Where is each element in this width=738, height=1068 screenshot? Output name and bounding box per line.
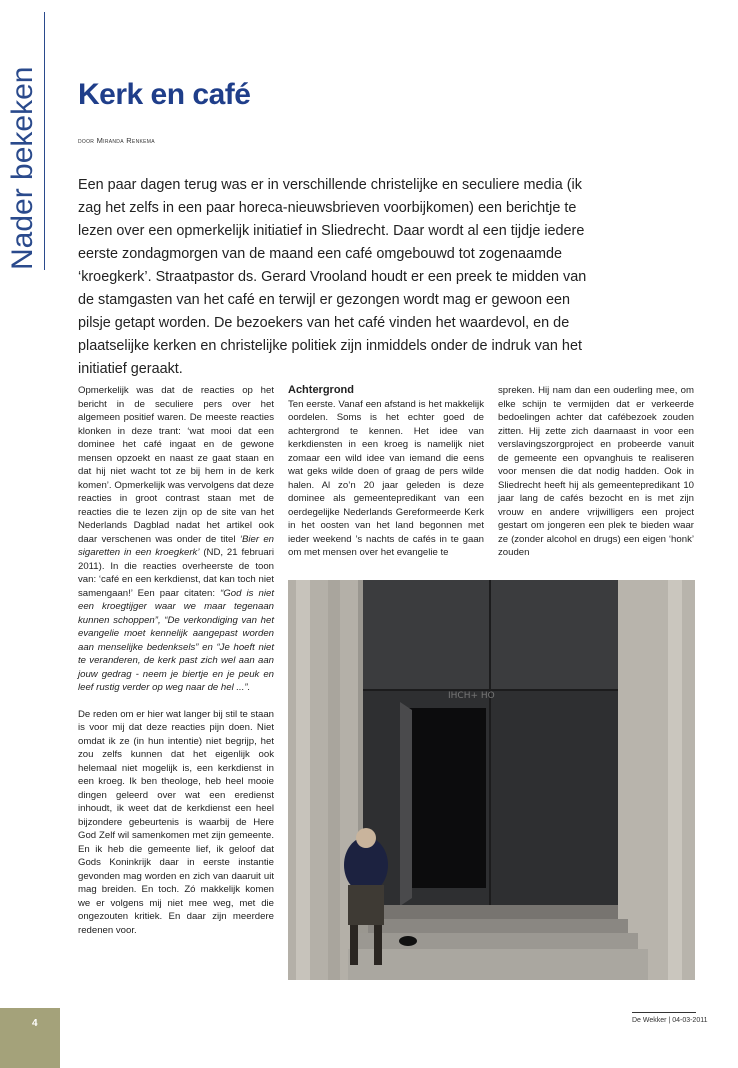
section-label: Nader bekeken [6, 66, 39, 270]
subheading: Achtergrond [288, 384, 354, 396]
column-3 [498, 384, 694, 573]
page-number: 4 [32, 1018, 38, 1029]
church-door-photo [288, 580, 695, 980]
footer-issue: De Wekker | 04-03-2011 [632, 1017, 708, 1024]
svg-text:IHCH+ HO: IHCH+ HO [448, 691, 495, 701]
footer-rule [632, 1012, 696, 1013]
section-rule [44, 12, 45, 270]
paragraph: Opmerkelijk was dat de reacties op het bericht in de seculiere pers over het algemeen positief waren. De meeste reacties klonken in deze trant: ‘wat mooi dat een dominee het café ingaat en de gewone mensen opzoekt en naast ze gaat staan en dat hij niet wacht tot ze bij hem in de kerk komen’. Opmerkelijk was vervolgens dat deze reacties in groot contrast staan met de reacties die te lezen zijn op de site van het Nederlands Dagblad nadat het artikel ook daar verschenen was onder de titel ‘Bier en sigaretten in een kroegkerk’ (ND, 21 februari 2011). In die reacties overheerste de toon van: ‘café en een kerkdienst, dat kan toch niet samengaan!’ Een paar citaten: “God is niet een kroegtijger waar we maar tegenaan kunnen schoppen”, “De verkondiging van het evangelie moet kennelijk aangepast worden aan menselijke bedenksels” en “Je hoeft niet te veranderen, de kerk past zich wel aan aan jouw gedrag - neem je biertje en je peuk en leef rustig verder op weg naar de hel ...”. [78, 385, 274, 693]
column-1 [78, 384, 274, 950]
paragraph: spreken. Hij nam dan een ouderling mee, om elke schijn te vermijden dat er verkeerde bedoelingen achter dat cafébezoek zouden zitten. Hij zette zich daarnaast in voor een verslavingszorgproject en probeerde vanuit de gemeente een opvanghuis te realiseren voor mensen die dat nodig hadden. Ook in Sliedrecht heeft hij als gemeentepredikant 10 jaar lang de cafés bezocht en is met zijn vrouw en andere vrijwilligers een project gestart om jongeren een plek te bieden waar ze (zonder alcohol en drugs) een eigen ‘honk’ zouden [498, 385, 694, 558]
article-title: Kerk en café [78, 78, 251, 111]
intro-paragraph: Een paar dagen terug was er in verschillende christelijke en seculiere media (ik zag het zelfs in een paar horeca-nieuwsbrieven voorbijkomen) een berichtje te lezen over een opmerkelijk initiatief in Sliedrecht. Daar wordt al een tijdje iedere eerste zondagmorgen van de maand een café omgebouwd tot zogenaamde ‘kroegkerk’. Straatpastor ds. Gerard Vrooland houdt er een preek te midden van de stamgasten van het café en terwijl er gezongen wordt mag er gewoon een pilsje getapt worden. De bezoekers van het café vinden het waardevol, en de plaatselijke kerken en christelijke politiek zijn inmiddels onder de indruk van het initiatief geraakt. [78, 177, 587, 377]
page-number-box [0, 1008, 60, 1068]
paragraph: Ten eerste. Vanaf een afstand is het makkelijk oordelen. Soms is het echter goed de achtergrond te kennen. Het idee van kerkdiensten in een kroeg is namelijk niet zomaar een wild idee van iemand die eens wat geks wilde doen of graag de pers wilde halen. Al zo’n 20 jaar geleden is deze dominee als gemeentepredikant van een oerdegelijke Nederlands Gereformeerde Kerk in het oosten van het land begonnen met ieder weekend ’s nachts de cafés in te gaan om met mensen over het evangelie te [288, 398, 484, 558]
column-2 [288, 384, 484, 573]
paragraph: De reden om er hier wat langer bij stil te staan is voor mij dat deze reacties pijn doen. Niet omdat ik ze (in hun intentie) niet begrijp, het zou zelfs kunnen dat het eigenlijk ook helemaal niet mogelijk is, een kerkdienst in een kroeg. Ik ben theologe, heb heel mooie dingen geleerd over wat een eredienst inhoudt, ik weet dat de kerkdienst een heel bijzondere gebeurtenis is waarbij de Here God Zelf wil samenkomen met zijn gemeente. En ik heb die gemeente lief, ik geloof dat Gods Koninkrijk daar in eerste instantie gevonden mag worden en zich van daaruit uit mag breiden. En toch. Zó makkelijk komen we er volgens mij niet mee weg, met die ongezouten kritiek. En daar zijn meerdere redenen voor. [78, 708, 274, 936]
byline [78, 136, 155, 145]
byline-prefix: door [78, 136, 95, 145]
byline-author: Miranda Renkema [96, 136, 155, 145]
photo-illustration [288, 580, 695, 980]
